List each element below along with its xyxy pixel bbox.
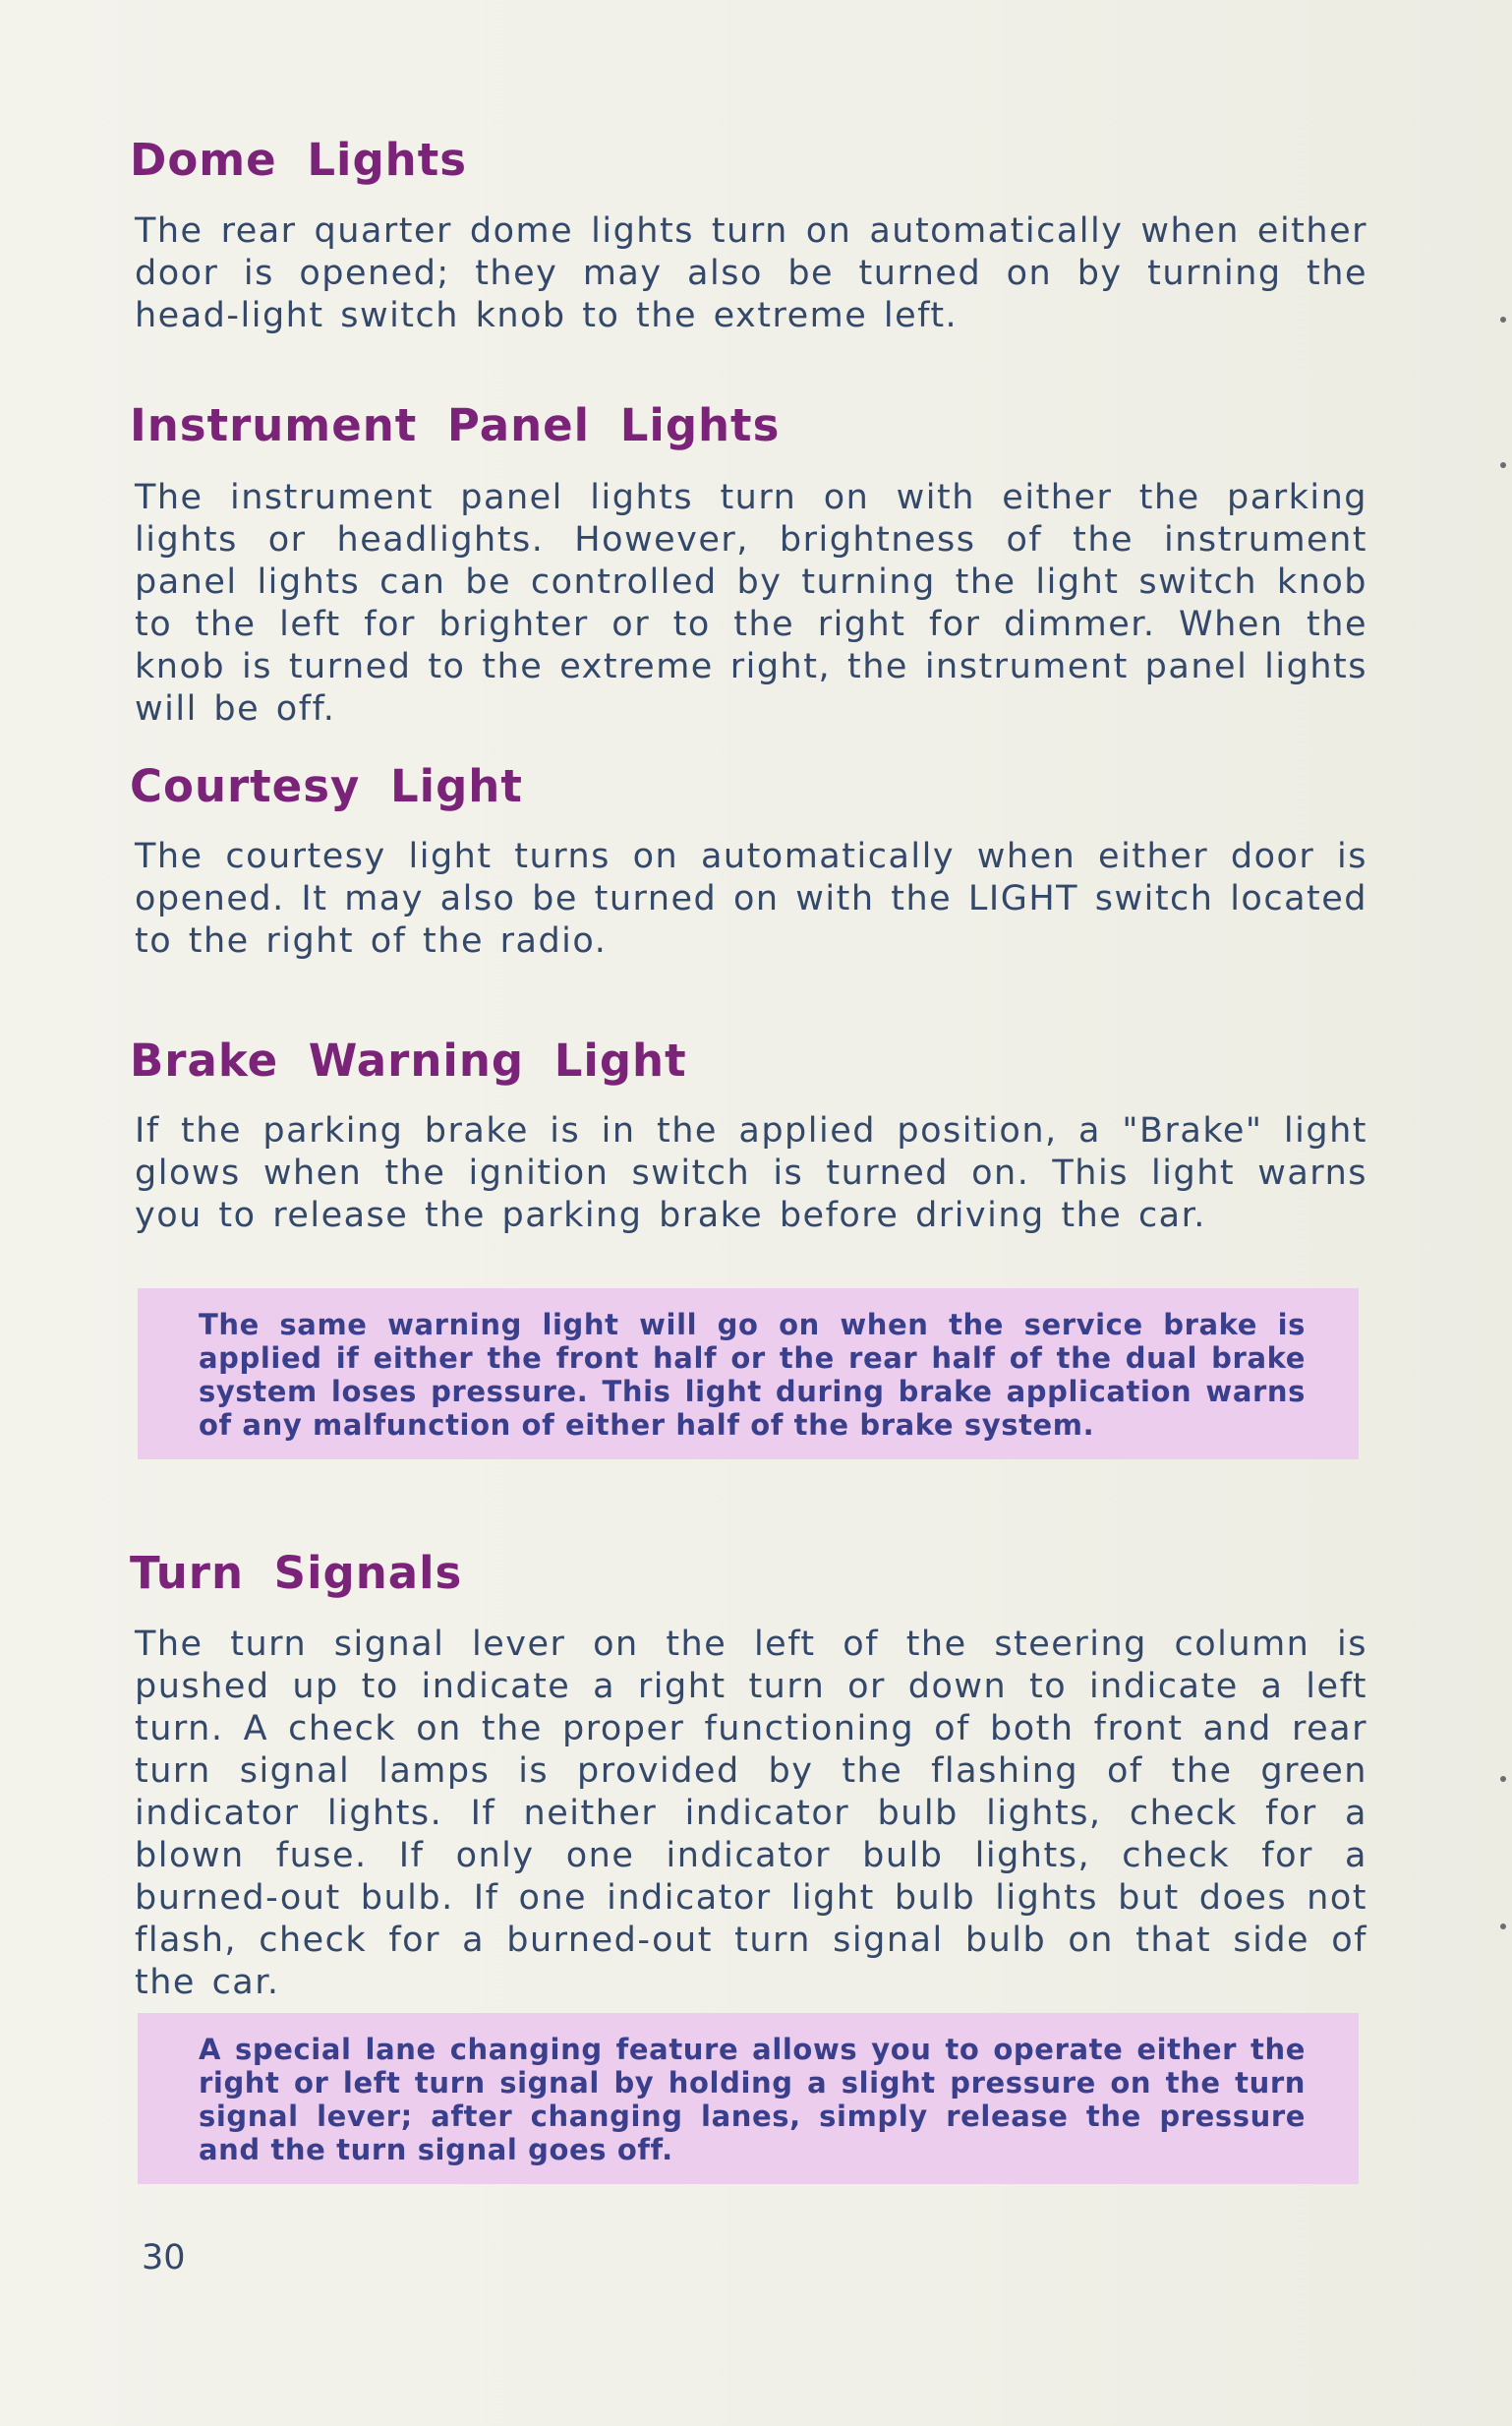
edge-mark	[1500, 317, 1506, 323]
lane-change-note-box	[138, 2013, 1359, 2184]
lane-change-note-text: A special lane changing feature allows you to operate either the right or left turn signal by holding a slight pressure on the turn signal lever; after changing lanes, simply release the pressure and the turn signal goes off.	[199, 2033, 1306, 2166]
edge-mark	[1500, 462, 1506, 468]
turn-signals-text: The turn signal lever on the left of the steering column is pushed up to indicate a right turn or down to indicate a left turn. A check on the proper functioning of both front and rear turn signal lamps is provided by the flashing of the green indicator lights. If neither indicator bulb lights, check for a blown fuse. If only one indicator bulb lights, check for a burned-out bulb. If one indicator light bulb lights but does not flash, check for a burned-out turn signal bulb on that side of the car.	[135, 1625, 1367, 2002]
dome-lights-text: The rear quarter dome lights turn on automatically when either door is opened; they may also be turned on by turning the head-light switch knob to the extreme left.	[135, 211, 1367, 335]
edge-mark	[1500, 1776, 1506, 1782]
brake-warning-light-heading: Brake Warning Light	[130, 1035, 687, 1087]
page-number: 30	[142, 2238, 186, 2278]
brake-warning-note-text: The same warning light will go on when the service brake is applied if either the front half or the rear half of the dual brake system loses pressure. This light during brake application warns of any malfunction of either half of the brake system.	[199, 1308, 1306, 1442]
brake-warning-light-text: If the parking brake is in the applied position, a "Brake" light glows when the ignition switch is turned on. This light warns you to release the parking brake before driving the car.	[135, 1111, 1367, 1235]
courtesy-light-text: The courtesy light turns on automatically when either door is opened. It may also be turned on with the LIGHT switch located to the right of the radio.	[135, 837, 1367, 961]
courtesy-light-heading: Courtesy Light	[130, 760, 523, 812]
brake-warning-note-box	[138, 1288, 1359, 1459]
turn-signals-heading: Turn Signals	[130, 1547, 463, 1599]
edge-mark	[1500, 1923, 1506, 1929]
instrument-panel-lights-text: The instrument panel lights turn on with either the parking lights or headlights. However, brightness of the instrument panel lights can be controlled by turning the light switch knob to the left for brighter or to the right for dimmer. When the knob is turned to the extreme right, the instrument panel lights will be off.	[135, 478, 1367, 729]
instrument-panel-lights-heading: Instrument Panel Lights	[130, 399, 781, 451]
dome-lights-heading: Dome Lights	[130, 134, 467, 186]
